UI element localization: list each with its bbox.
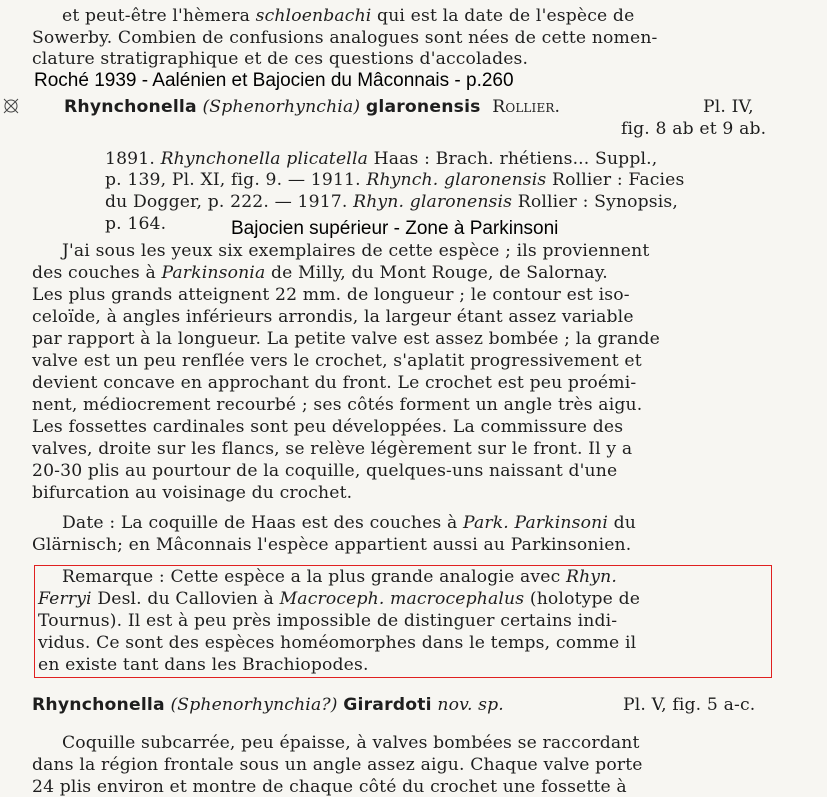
remark-line-2: [38, 589, 640, 609]
text-run: dans la région frontale sous un angle assez aigu. Chaque valve porte: [32, 755, 643, 775]
text-run: Date : La coquille de Haas est des couches à: [62, 513, 463, 533]
remark-line-3: [38, 611, 617, 631]
species-heading-1: [64, 97, 560, 117]
text-run: de Milly, du Mont Rouge, de Salornay.: [265, 263, 608, 283]
species-author: Rollier.: [492, 97, 561, 117]
subgenus-name: (Sphenorhynchia?): [170, 695, 338, 715]
final-line-3: [32, 777, 627, 797]
text-run-italic: Rhyn.: [566, 567, 618, 587]
top-line-3: [32, 49, 528, 69]
text-run: du Dogger, p. 222. — 1917.: [105, 192, 354, 212]
text-run: en existe tant dans les Brachiopodes.: [38, 655, 369, 675]
description-line-12: [32, 483, 352, 503]
synonymy-line-1: [105, 149, 657, 169]
text-run-italic: Rhynchonella plicatella: [160, 149, 368, 169]
description-line-4: [32, 307, 634, 327]
text-run: celoïde, à angles inférieurs arrondis, la largeur étant assez variable: [32, 307, 634, 327]
text-run: valves, droite sur les flancs, se relève légèrement sur le front. Il y a: [32, 439, 633, 459]
text-run-italic: schloenbachi: [255, 6, 372, 26]
synonymy-line-2: [105, 170, 684, 190]
text-run: 20-30 plis au pourtour de la coquille, quelques-uns naissant d'une: [32, 461, 618, 481]
top-line-2: [32, 28, 658, 48]
synonymy-line-3: [105, 192, 678, 212]
description-line-11: [32, 461, 617, 481]
text-run: Sowerby. Combien de confusions analogues sont nées de cette nomen-: [32, 28, 658, 48]
description-line-1: [62, 241, 649, 261]
text-run-italic: Park. Parkinsoni: [463, 513, 608, 533]
text-run: Les plus grands atteignent 22 mm. de longueur ; le contour est iso-: [32, 285, 630, 305]
text-run-italic: Parkinsonia: [161, 263, 266, 283]
genus-name: Rhynchonella: [32, 695, 165, 715]
text-run: Desl. du Callovien à: [91, 589, 280, 609]
description-line-5: [32, 329, 660, 349]
description-line-2: [32, 263, 608, 283]
text-run: et peut-être l'hèmera: [62, 6, 256, 26]
remark-line-1: [62, 567, 617, 587]
description-line-7: [32, 373, 636, 393]
date-line-1: [62, 513, 636, 533]
text-run: devient concave en approchant du front. Le crochet est peu proémi-: [32, 373, 637, 393]
text-run: par rapport à la longueur. La petite valve est assez bombée ; la grande: [32, 329, 660, 349]
text-run: Tournus). Il est à peu près impossible de distinguer certains indi-: [38, 611, 618, 631]
text-run-italic: Rhyn. glaronensis: [353, 192, 513, 212]
text-run: des couches à: [32, 263, 162, 283]
species-name: glaronensis: [365, 97, 481, 117]
zone-annotation: Bajocien supérieur - Zone à Parkinsoni: [231, 218, 559, 239]
reference-annotation: Roché 1939 - Aalénien et Bajocien du Mâconnais - p.260: [34, 70, 514, 91]
text-run: Haas : Brach. rhétiens... Suppl.,: [368, 149, 658, 169]
text-run: Rollier : Facies: [546, 170, 685, 190]
text-run: 24 plis environ et montre de chaque côté du crochet une fossette à: [32, 777, 627, 797]
description-line-3: [32, 285, 630, 305]
genus-name: Rhynchonella: [64, 97, 197, 117]
species-plate-1: Pl. IV,: [703, 97, 754, 117]
text-run: Les fossettes cardinales sont peu développées. La commissure des: [32, 417, 624, 437]
text-run: bifurcation au voisinage du crochet.: [32, 483, 353, 503]
text-run: valve est un peu renflée vers le crochet, s'aplatit progressivement et: [32, 351, 642, 371]
text-run: p. 139, Pl. XI, fig. 9. — 1911.: [105, 170, 367, 190]
text-run: du: [607, 513, 636, 533]
text-run-italic: Macroceph. macrocephalus: [279, 589, 525, 609]
description-line-6: [32, 351, 642, 371]
text-run: (holotype de: [524, 589, 641, 609]
text-run: Glärnisch; en Mâconnais l'espèce appartient aussi au Parkinsonien.: [32, 535, 632, 555]
remark-line-5: [38, 655, 369, 675]
text-run: J'ai sous les yeux six exemplaires de cette espèce ; ils proviennent: [62, 241, 650, 261]
date-line-2: [32, 535, 631, 555]
text-run: nent, médiocrement recourbé ; ses côtés forment un angle très aigu.: [32, 395, 643, 415]
remark-line-4: [38, 633, 636, 653]
species-plate-2: Pl. V, fig. 5 a-c.: [623, 695, 756, 715]
description-line-10: [32, 439, 632, 459]
subgenus-name: (Sphenorhynchia): [202, 97, 361, 117]
top-line-1: [62, 6, 634, 26]
margin-cross-icon: [2, 97, 20, 115]
text-run: qui est la date de l'espèce de: [371, 6, 635, 26]
description-line-9: [32, 417, 623, 437]
text-run: Remarque : Cette espèce a la plus grande analogie avec: [62, 567, 566, 587]
final-line-2: [32, 755, 643, 775]
text-run-italic: Ferryi: [38, 589, 92, 609]
species-name: Girardoti: [343, 695, 432, 715]
final-line-1: [62, 733, 640, 753]
text-run: vidus. Ce sont des espèces homéomorphes dans le temps, comme il: [38, 633, 637, 653]
text-run: clature stratigraphique et de ces questions d'accolades.: [32, 49, 529, 69]
text-run: Coquille subcarrée, peu épaisse, à valves bombées se raccordant: [62, 733, 640, 753]
species-figs-1: fig. 8 ab et 9 ab.: [621, 119, 767, 139]
text-run: Rollier : Synopsis,: [512, 192, 679, 212]
novelty-mark: nov. sp.: [437, 695, 504, 715]
text-run: 1891.: [105, 149, 161, 169]
species-heading-2: [32, 695, 504, 715]
description-line-8: [32, 395, 642, 415]
synonymy-line-4: [105, 214, 166, 234]
text-run: p. 164.: [105, 214, 167, 234]
text-run-italic: Rhynch. glaronensis: [366, 170, 547, 190]
